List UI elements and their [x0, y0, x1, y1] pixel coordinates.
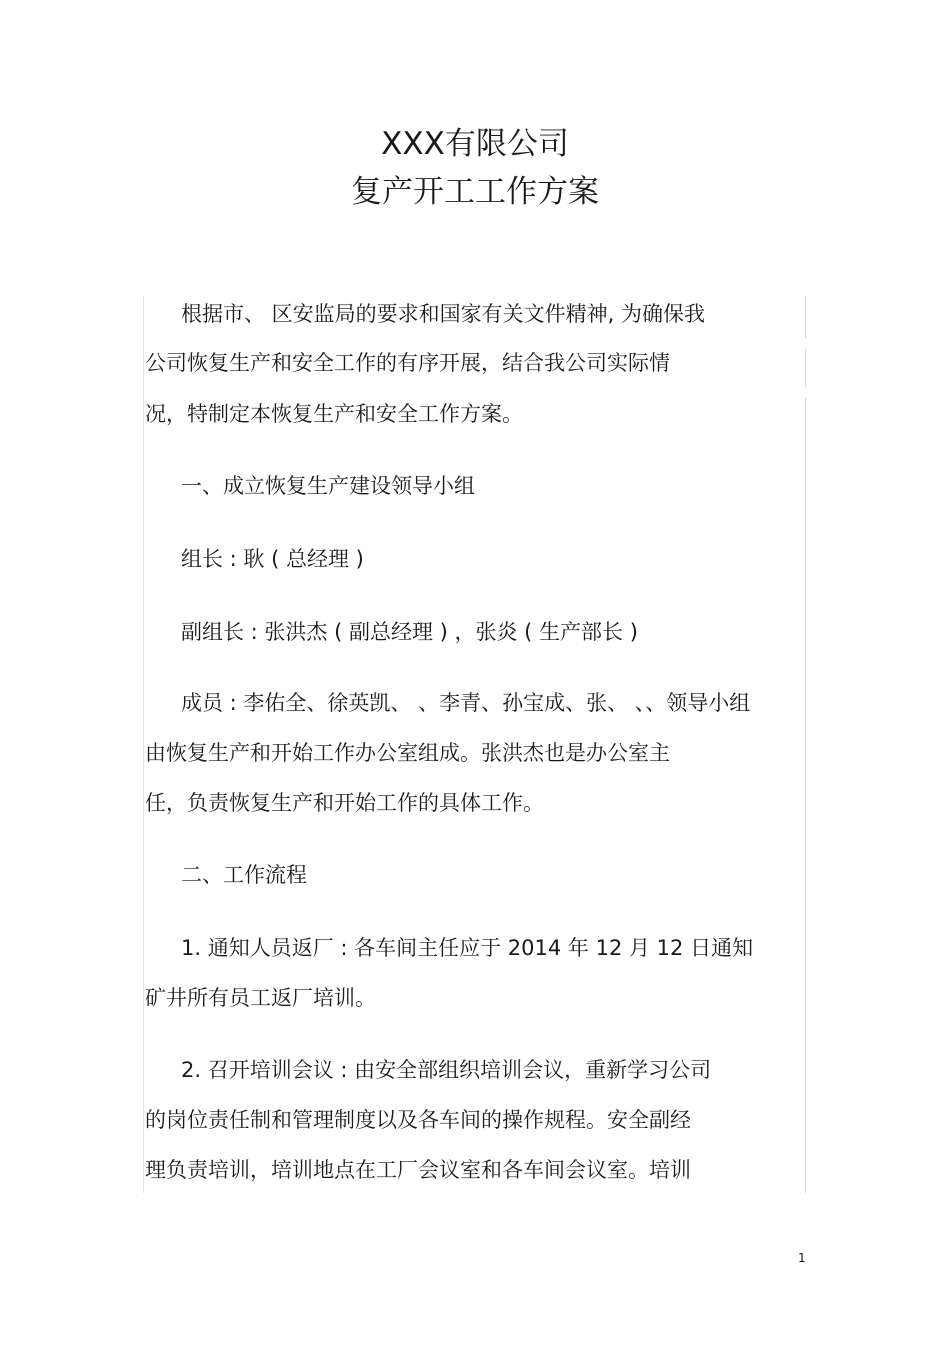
document-subtitle: 复产开工工作方案 — [351, 174, 599, 210]
left-column-edge — [143, 296, 144, 1193]
paragraph-line: 理负责培训，培训地点在工厂会议室和各车间会议室。培训 — [145, 1158, 691, 1182]
section-heading: 二、工作流程 — [181, 863, 307, 887]
paragraph-line: 矿井所有员工返厂培训。 — [145, 986, 376, 1010]
paragraph-line: 根据市、 区安监局的要求和国家有关文件精神, 为确保我 — [181, 302, 706, 326]
right-column-edge — [805, 398, 806, 1193]
paragraph-line: 成员 : 李佑全、徐英凯、 、李青、孙宝成、张、 、、领导小组 — [181, 691, 751, 715]
right-column-edge — [805, 296, 806, 338]
paragraph-line: 任，负责恢复生产和开始工作的具体工作。 — [145, 791, 544, 815]
right-column-edge — [805, 348, 806, 388]
paragraph-line: 1. 通知人员返厂 : 各车间主任应于 2014 年 12 月 12 日通知 — [181, 936, 754, 960]
paragraph-line: 况，特制定本恢复生产和安全工作方案。 — [145, 402, 523, 426]
paragraph-line: 由恢复生产和开始工作办公室组成。张洪杰也是办公室主 — [145, 741, 670, 765]
document-title: XXX有限公司 — [381, 126, 569, 162]
page-number: 1 — [798, 1251, 806, 1265]
section-heading: 一、成立恢复生产建设领导小组 — [181, 474, 475, 498]
paragraph-line: 公司恢复生产和安全工作的有序开展，结合我公司实际情 — [145, 351, 670, 375]
paragraph-line: 副组长 : 张洪杰 ( 副总经理 ) ，张炎 ( 生产部长 ) — [181, 620, 638, 644]
paragraph-line: 2. 召开培训会议 : 由安全部组织培训会议，重新学习公司 — [181, 1058, 712, 1082]
paragraph-line: 的岗位责任制和管理制度以及各车间的操作规程。安全副经 — [145, 1108, 691, 1132]
paragraph-line: 组长 : 耿 ( 总经理 ) — [181, 547, 364, 571]
